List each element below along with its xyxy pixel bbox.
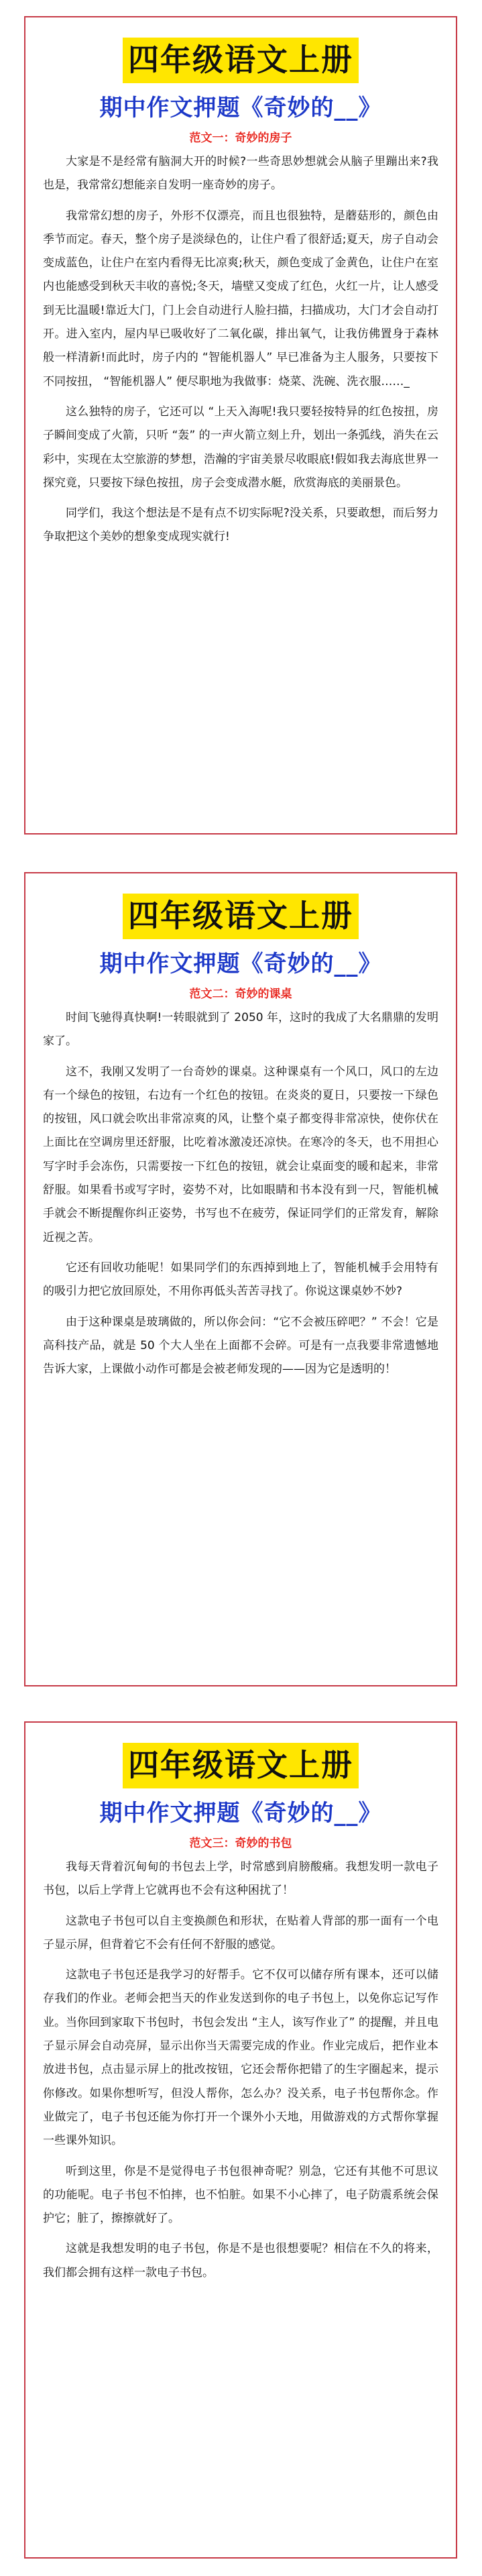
card-title: 四年级语文上册 [123, 894, 359, 939]
essay-paragraph: 这不，我刚又发明了一台奇妙的课桌。这种课桌有一个风口，风口的左边有一个绿色的按钮，右边有一个红色的按钮。在炎炎的夏日，只要按一下绿色的按钮，风口就会吹出非常凉爽的风，让整个桌子都变得非常凉快，使你伏在上面比在空调房里还舒服，比吃着冰激凌还凉快。在寒冷的冬天，也不用担心写字时手会冻伤，只需要按一下红色的按钮，就会让桌面变的暖和起来，非常舒服。如果看书或写字时，姿势不对，比如眼睛和书本没有到一尺，智能机械手就会不断提醒你纠正姿势，书写也不在疲劳，保证同学们的正常发育，解除近视之苦。 [43, 1065, 438, 1244]
essay-paragraph: 这款电子书包还是我学习的好帮手。它不仅可以储存所有课本，还可以储存我们的作业。老师会把当天的作业发送到你的电子书包上，以免你忘记写作业。当你回到家取下书包时，书包会发出 “主人，该写作业了” 的提醒，并且电子显示屏会自动亮屏，显示出你当天需要完成的作业。作业完成后，把作业本放进书包，点击显示屏上的批改按钮，它还会帮你把错了的生字圈起来，提示你修改。如果你想听写，但没人帮你，怎么办？没关系，电子书包帮你念。作业做完了，电子书包还能为你打开一个课外小天地，用做游戏的方式帮你掌握一些课外知识。 [43, 1968, 438, 2148]
card-subtitle: 期中作文押题《奇妙的__》 [99, 1800, 382, 1827]
essay-paragraph: 它还有回收功能呢！如果同学们的东西掉到地上了，智能机械手会用特有的吸引力把它放回原处，不用你再低头苦苦寻找了。你说这课桌妙不妙? [43, 1260, 438, 1299]
essay-paragraph: 我常常幻想的房子，外形不仅漂亮，而且也很独特，是蘑菇形的，颜色由季节而定。春天，整个房子是淡绿色的，让住户看了很舒适;夏天，房子自动会变成蓝色，让住户在室内看得无比凉爽;秋天，颜色变成了金黄色，让住户在室内也能感受到秋天丰收的喜悦;冬天，墙壁又变成了红色，火红一片，让人感受到无比温暖!靠近大门，门上会自动进行人脸扫描，扫描成功，大门才会自动打开。进入室内，屋内早已吸收好了二氧化碳，排出氧气，让我仿佛置身于森林般一样清新!而此时，房子内的 “智能机器人” 早已准备为主人服务，只要按下不同按扭， “智能机器人” 便尽职地为我做事：烧菜、洗碗、洗衣服……_ [43, 209, 438, 388]
essay-paragraph: 大家是不是经常有脑洞大开的时候?一些奇思妙想就会从脑子里蹦出来?我也是，我常常幻想能亲自发明一座奇妙的房子。 [43, 155, 438, 193]
essay-paragraph: 由于这种课桌是玻璃做的，所以你会问：“它不会被压碎吧？” 不会！它是高科技产品，就是 50 个大人坐在上面都不会碎。可是有一点我要非常遗憾地告诉大家，上课做小动作可都是会被老师发现的——因为它是透明的！ [43, 1315, 438, 1377]
essay-card-1 [24, 16, 457, 835]
essay-label: 范文三：奇妙的书包 [189, 1837, 292, 1850]
essay-paragraph: 听到这里，你是不是觉得电子书包很神奇呢？别急，它还有其他不可思议的功能呢。电子书包不怕摔，也不怕脏。如果不小心摔了，电子防震系统会保护它；脏了，擦擦就好了。 [43, 2164, 438, 2226]
card-title: 四年级语文上册 [123, 38, 359, 83]
card-subtitle: 期中作文押题《奇妙的__》 [99, 951, 382, 977]
essay-label: 范文二：奇妙的课桌 [189, 987, 292, 1001]
essay-paragraph: 这么独特的房子，它还可以 “上天入海呢!我只要轻按特异的红色按扭，房子瞬间变成了火箭，只听 “轰” 的一声火箭立刻上升，划出一条弧线，消失在云彩中，实现在太空旅游的梦想，浩瀚的宇宙美景尽收眼底!假如我去海底世界一探究竟，只要按下绿色按扭，房子会变成潜水艇，欣赏海底的美丽景色。 [43, 405, 438, 490]
essay-paragraph: 这就是我想发明的电子书包，你是不是也很想要呢？相信在不久的将来，我们都会拥有这样一款电子书包。 [43, 2242, 438, 2279]
essay-card-3 [24, 1721, 457, 2559]
essay-paragraph: 我每天背着沉甸甸的书包去上学，时常感到肩膀酸痛。我想发明一款电子书包，以后上学背上它就再也不会有这种困扰了！ [43, 1860, 438, 1898]
essay-label: 范文一：奇妙的房子 [189, 131, 292, 145]
card-title: 四年级语文上册 [123, 1743, 359, 1788]
essay-paragraph: 时间飞驰得真快啊!一转眼就到了 2050 年，这时的我成了大名鼎鼎的发明家了。 [43, 1011, 438, 1049]
essay-card-2 [24, 872, 457, 1686]
card-subtitle: 期中作文押题《奇妙的__》 [99, 95, 382, 121]
essay-paragraph: 同学们，我这个想法是不是有点不切实际呢?没关系，只要敢想，而后努力争取把这个美妙的想象变成现实就行! [43, 506, 438, 544]
essay-paragraph: 这款电子书包可以自主变换颜色和形状，在贴着人背部的那一面有一个电子显示屏，但背着它不会有任何不舒服的感觉。 [43, 1914, 438, 1951]
